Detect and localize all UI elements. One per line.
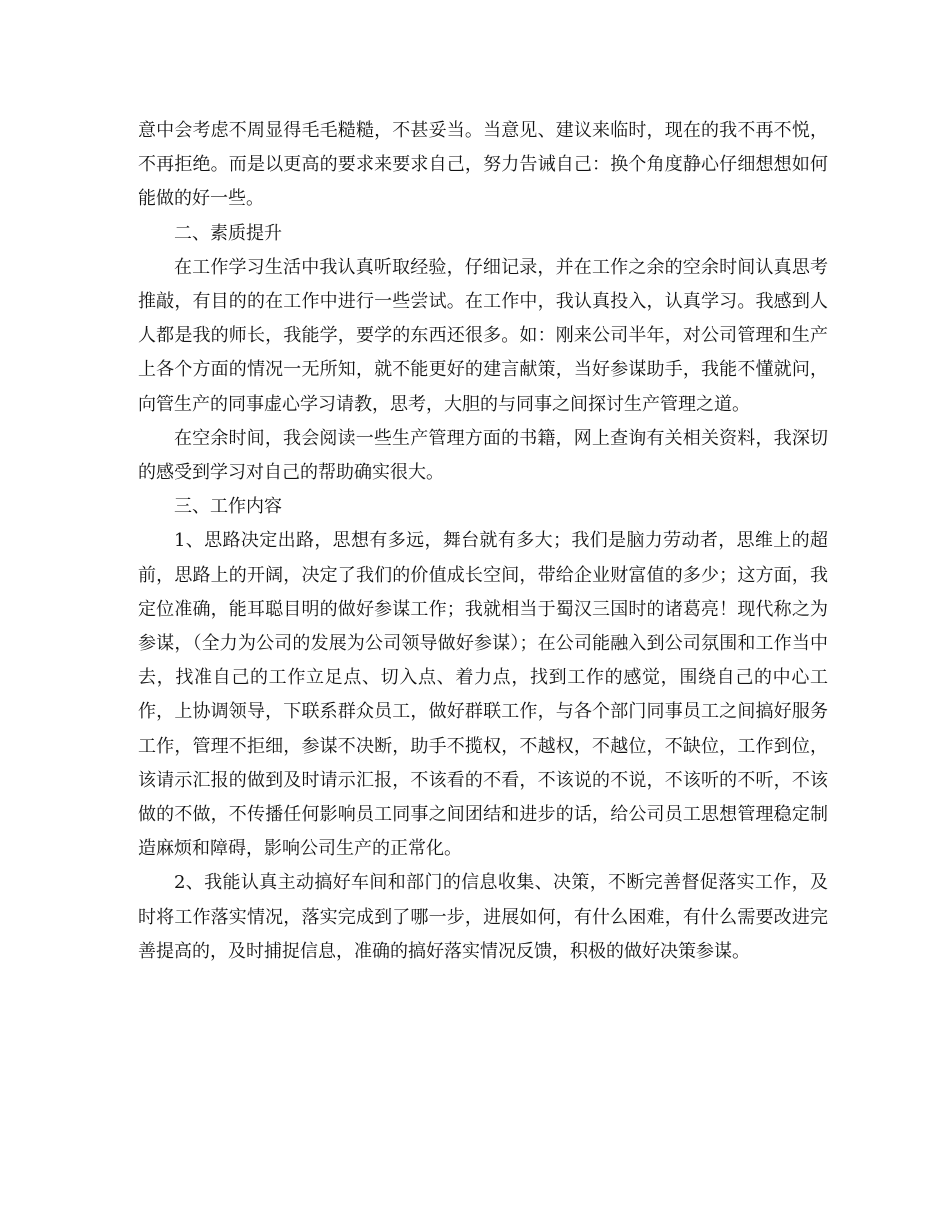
paragraph-opening: 意中会考虑不周显得毛毛糙糙，不甚妥当。当意见、建议来临时，现在的我不再不悦，不再拒绝。而是以更高的要求来要求自己，努力告诫自己：换个角度静心仔细想想如何能做的好一些。 [138,120,828,210]
paragraph-reading: 在空余时间，我会阅读一些生产管理方面的书籍，网上查询有关相关资料，我深切的感受到学习对自己的帮助确实很大。 [138,427,828,484]
section-heading-work: 三、工作内容 [174,496,282,518]
paragraph-work-item-1: 1、思路决定出路，思想有多远，舞台就有多大；我们是脑力劳动者，思维上的超前，思路上的开阔，决定了我们的价值成长空间，带给企业财富值的多少；这方面，我定位准确，能耳聪目明的做好参谋工作；我就相当于蜀汉三国时的诸葛亮！现代称之为参谋，（全力为公司的发展为公司领导做好参谋）；在公司能融入到公司氛围和工作当中去，找准自己的工作立足点、切入点、着力点，找到工作的感觉，围绕自己的中心工作，上协调领导，下联系群众员工，做好群联工作，与各个部门同事员工之间搞好服务工作，管理不拒细，参谋不决断，助手不揽权，不越权，不越位，不缺位，工作到位，该请示汇报的做到及时请示汇报，不该看的不看，不该说的不说，不该听的不听，不该做的不做，不传播任何影响员工同事之间团结和进步的话，给公司员工思想管理稳定制造麻烦和障碍，影响公司生产的正常化。 [138,530,828,860]
document-body [138,114,828,969]
paragraph-learning: 在工作学习生活中我认真听取经验，仔细记录，并在工作之余的空余时间认真思考推敲，有目的的在工作中进行一些尝试。在工作中，我认真投入，认真学习。我感到人人都是我的师长，我能学，要学的东西还很多。如：刚来公司半年，对公司管理和生产上各个方面的情况一无所知，就不能更好的建言献策，当好参谋助手，我能不懂就问，向管生产的同事虚心学习请教，思考，大胆的与同事之间探讨生产管理之道。 [138,256,828,415]
section-heading-quality: 二、素质提升 [174,222,282,244]
paragraph-work-item-2: 2、我能认真主动搞好车间和部门的信息收集、决策，不断完善督促落实工作，及时将工作落实情况，落实完成到了哪一步，进展如何，有什么困难，有什么需要改进完善提高的，及时捕捉信息，准确的搞好落实情况反馈，积极的做好决策参谋。 [138,872,828,962]
